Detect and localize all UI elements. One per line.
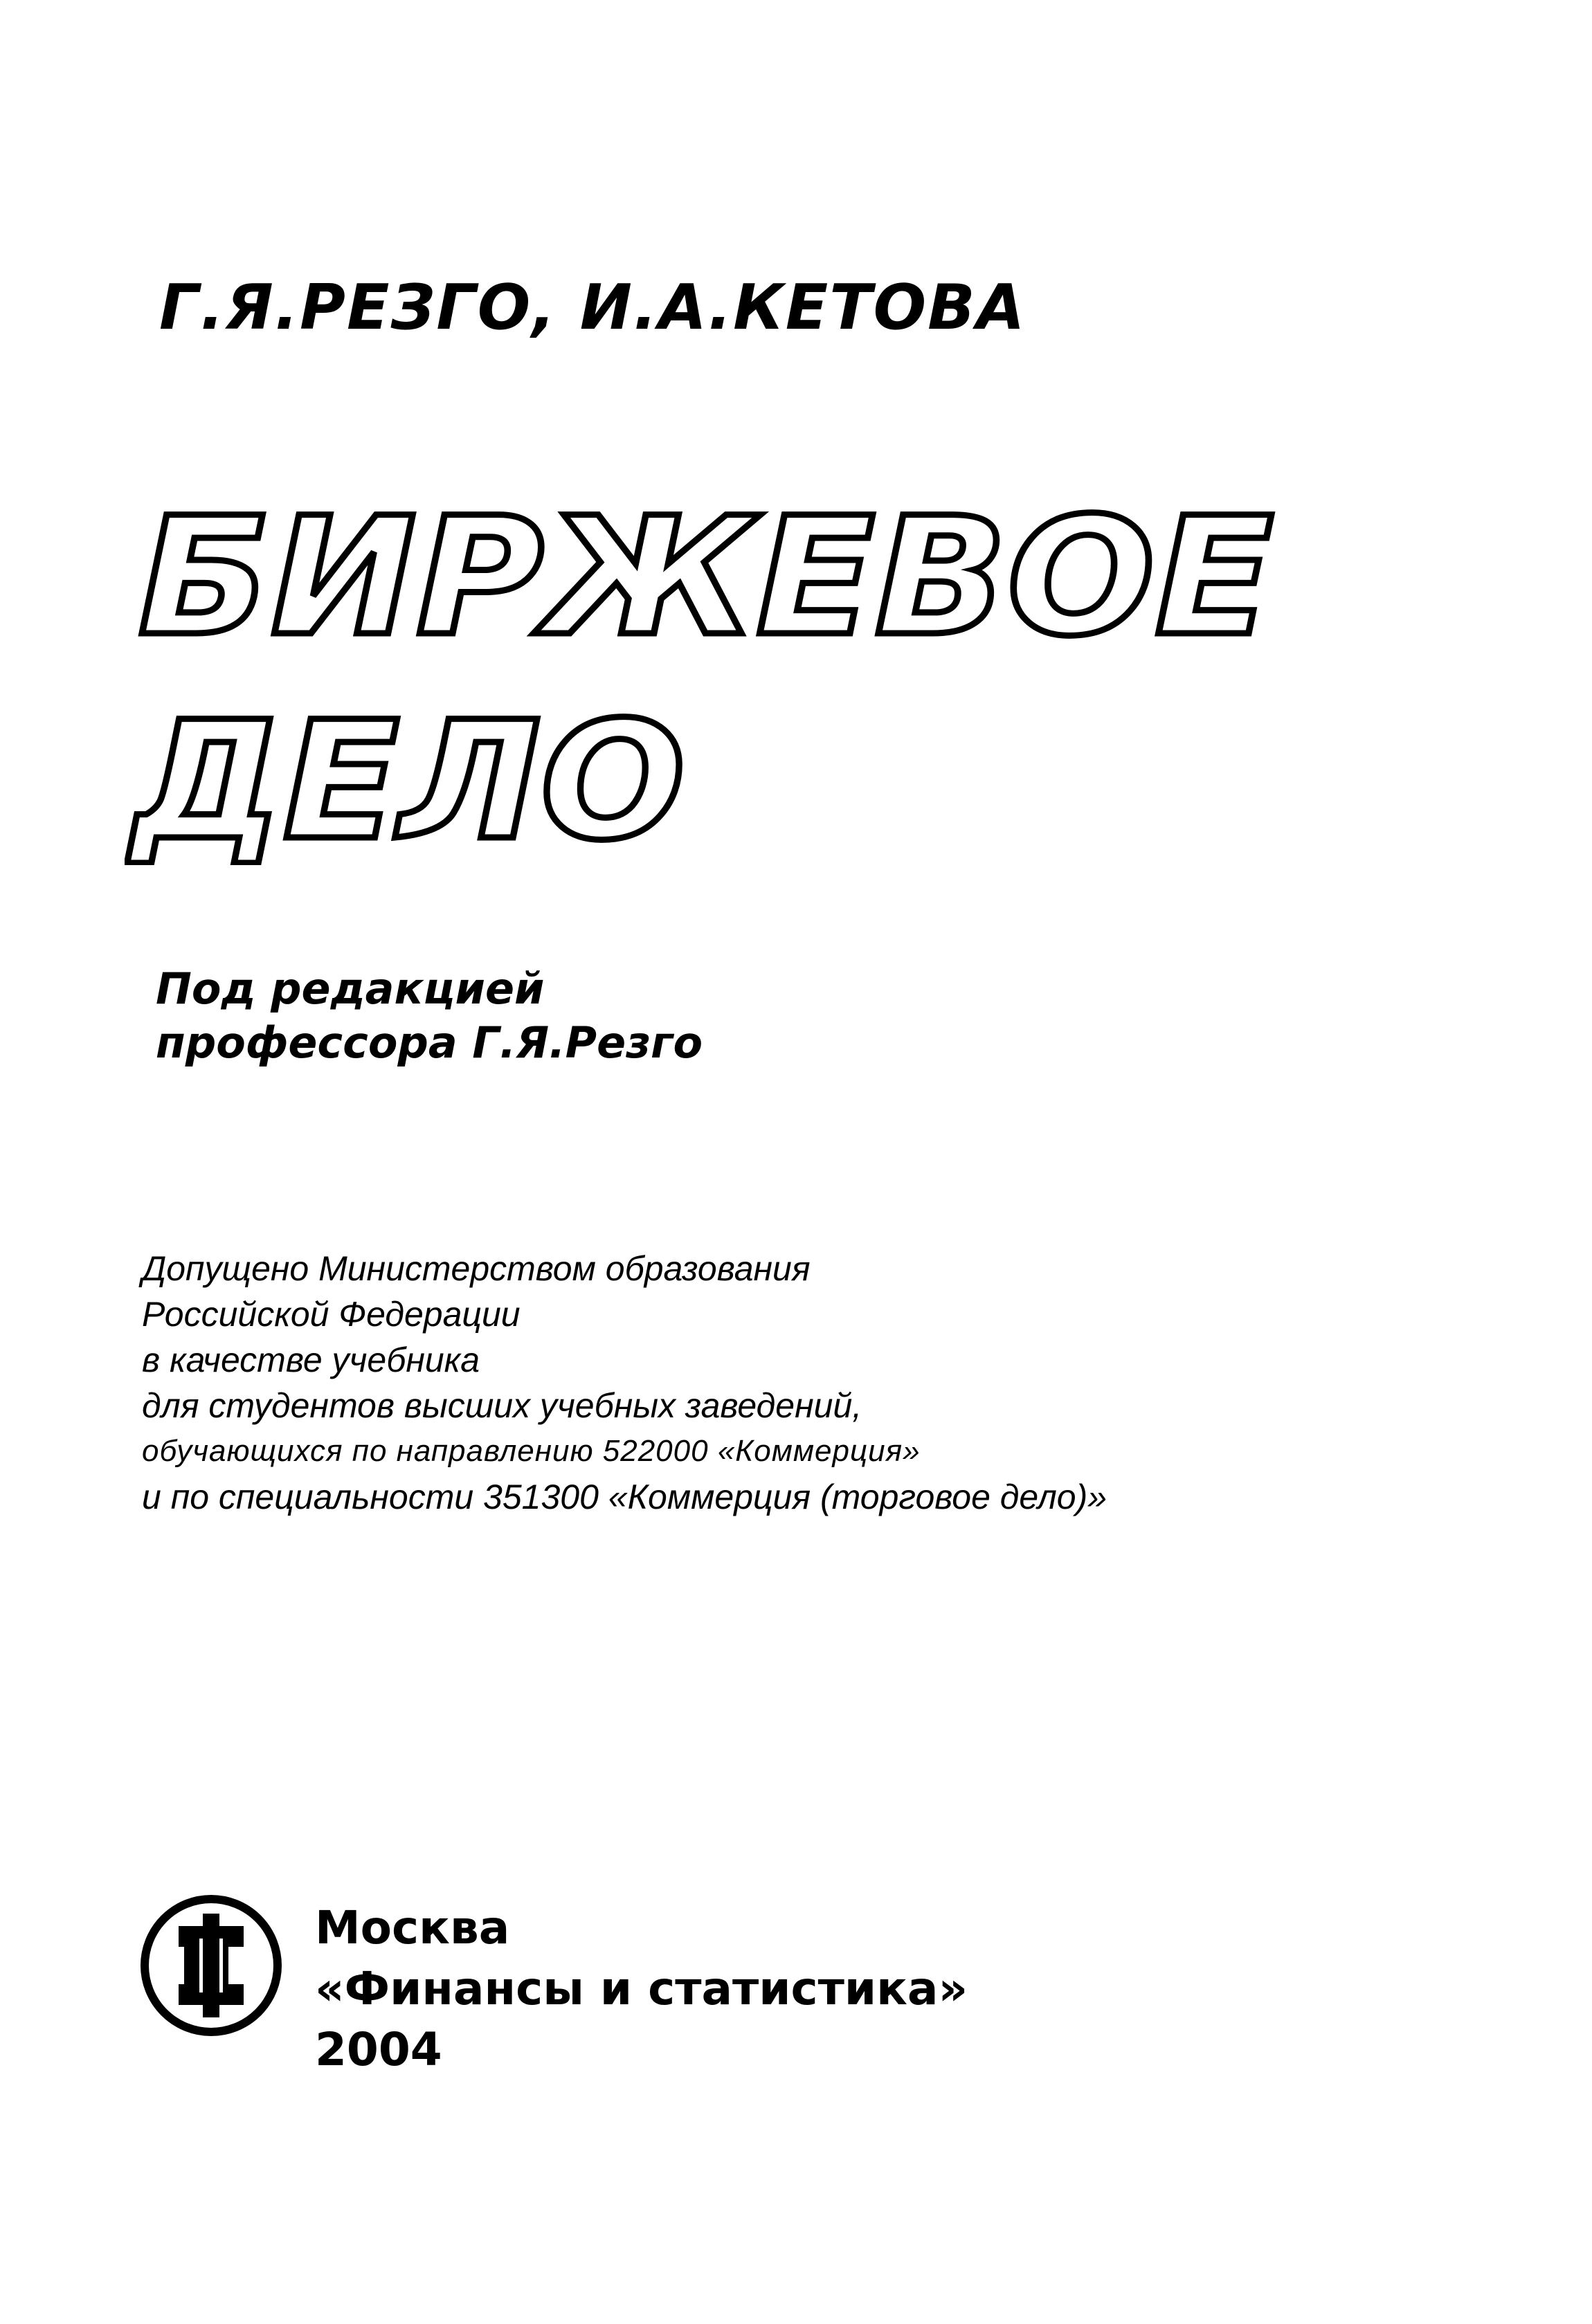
approval-line: Допущено Министерством образования (142, 1249, 811, 1288)
approval-line: и по специальности 351300 «Коммерция (торговое дело)» (142, 1478, 1107, 1516)
publisher-name: «Финансы и статистика» (315, 1962, 968, 2015)
book-title (125, 478, 1301, 865)
approval-line: обучающихся по направлению 522000 «Коммерция» (142, 1434, 921, 1468)
approval-line: в качестве учебника (142, 1341, 480, 1379)
approval-statement (142, 1246, 1107, 1520)
approval-line: Российской Федерации (142, 1295, 521, 1334)
title-line-2: ДЕЛО (126, 687, 685, 865)
editor-line-2: профессора Г.Я.Резго (156, 1017, 703, 1068)
title-line-1: БИРЖЕВОЕ (138, 483, 1274, 672)
authors: Г.Я.РЕЗГО, И.А.КЕТОВА (159, 271, 1026, 344)
publisher-city: Москва (315, 1901, 510, 1954)
approval-line: для студентов высших учебных заведений, (142, 1386, 862, 1425)
editor-line-1: Под редакцией (156, 963, 545, 1014)
editor-block (156, 962, 703, 1070)
finansy-i-statistika-logo-icon (138, 1893, 284, 2038)
publisher-block (315, 1898, 968, 2080)
publication-year: 2004 (315, 2023, 442, 2076)
